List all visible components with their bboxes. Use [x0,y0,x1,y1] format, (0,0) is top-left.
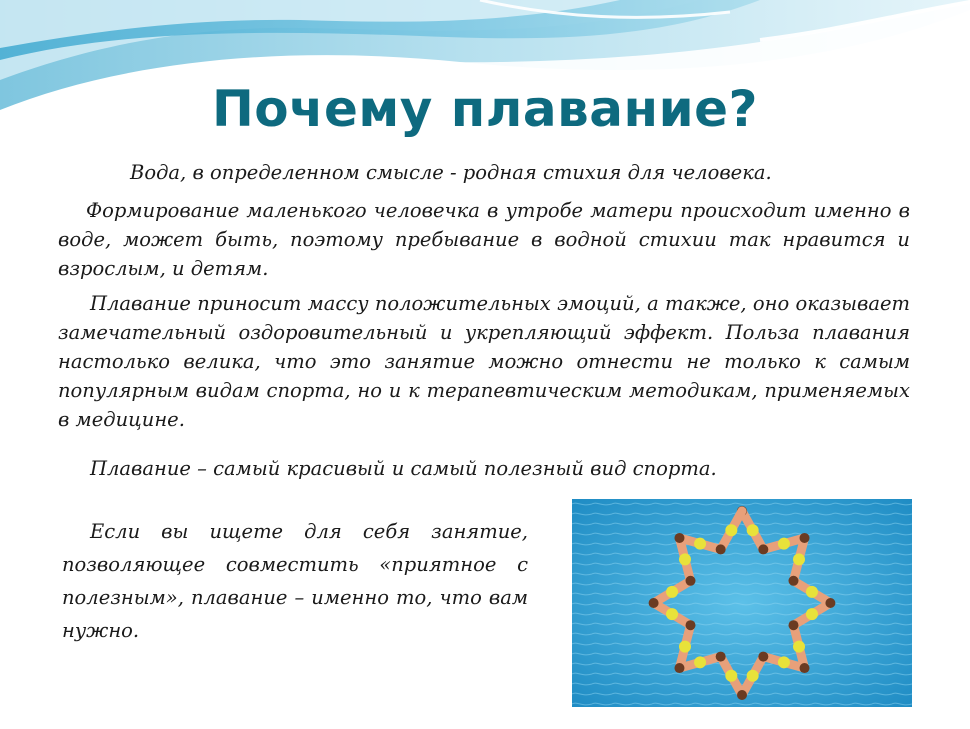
swimmer-head [649,598,659,608]
swimsuit [679,553,691,565]
swimmer-head [674,533,684,543]
swimsuit [725,670,737,682]
swimsuit [793,553,805,565]
swimmer-head [758,544,768,554]
swimsuit [725,524,737,536]
swimmer-head [737,690,747,700]
swimsuit [778,656,790,668]
swimsuit [793,641,805,653]
swimsuit [747,670,759,682]
slide-title: Почему плавание? [211,80,759,138]
swimsuit [694,538,706,550]
swimsuit [679,641,691,653]
swimsuit [806,586,818,598]
paragraph-benefits: Плавание приносит массу положительных эмоций, а также, оно оказывает замечательный оздоровительный и укрепляющий эффект. Польза плавания настолько велика, что это занятие можно отнести не только к самым популярным видам спорта, но и к терапевтическим методикам, применяемых в медицине. [58,292,910,431]
swimmer-head [788,576,798,586]
swimsuit [747,524,759,536]
swimmer-head [758,652,768,662]
swimmer-head [788,620,798,630]
swimmer-head [800,533,810,543]
paragraph-water-native: Вода, в определенном смысле - родная стихия для человека. [130,161,772,184]
swimsuit [806,608,818,620]
swimsuit [778,538,790,550]
paragraph-looking-for-activity: Если вы ищете для себя занятие, позволяющее совместить «приятное с полезным», плавание – именно то, что вам нужно. [62,520,528,642]
swimsuit [666,586,678,598]
swimmer-head [716,544,726,554]
swimmer-head [686,620,696,630]
swimmer-head [686,576,696,586]
swimmer-head [716,652,726,662]
swimsuit [694,656,706,668]
swimmer-head [800,663,810,673]
swimmer-head [674,663,684,673]
swimmer-head [825,598,835,608]
paragraph-formation: Формирование маленького человечка в утробе матери происходит именно в воде, может быть, поэтому пребывание в водной стихии так нравится и взрослым, и детям. [58,199,910,280]
paragraph-beautiful-sport: Плавание – самый красивый и самый полезный вид спорта. [90,457,717,480]
swimsuit [666,608,678,620]
synchronized-swimmers-photo [572,499,912,707]
